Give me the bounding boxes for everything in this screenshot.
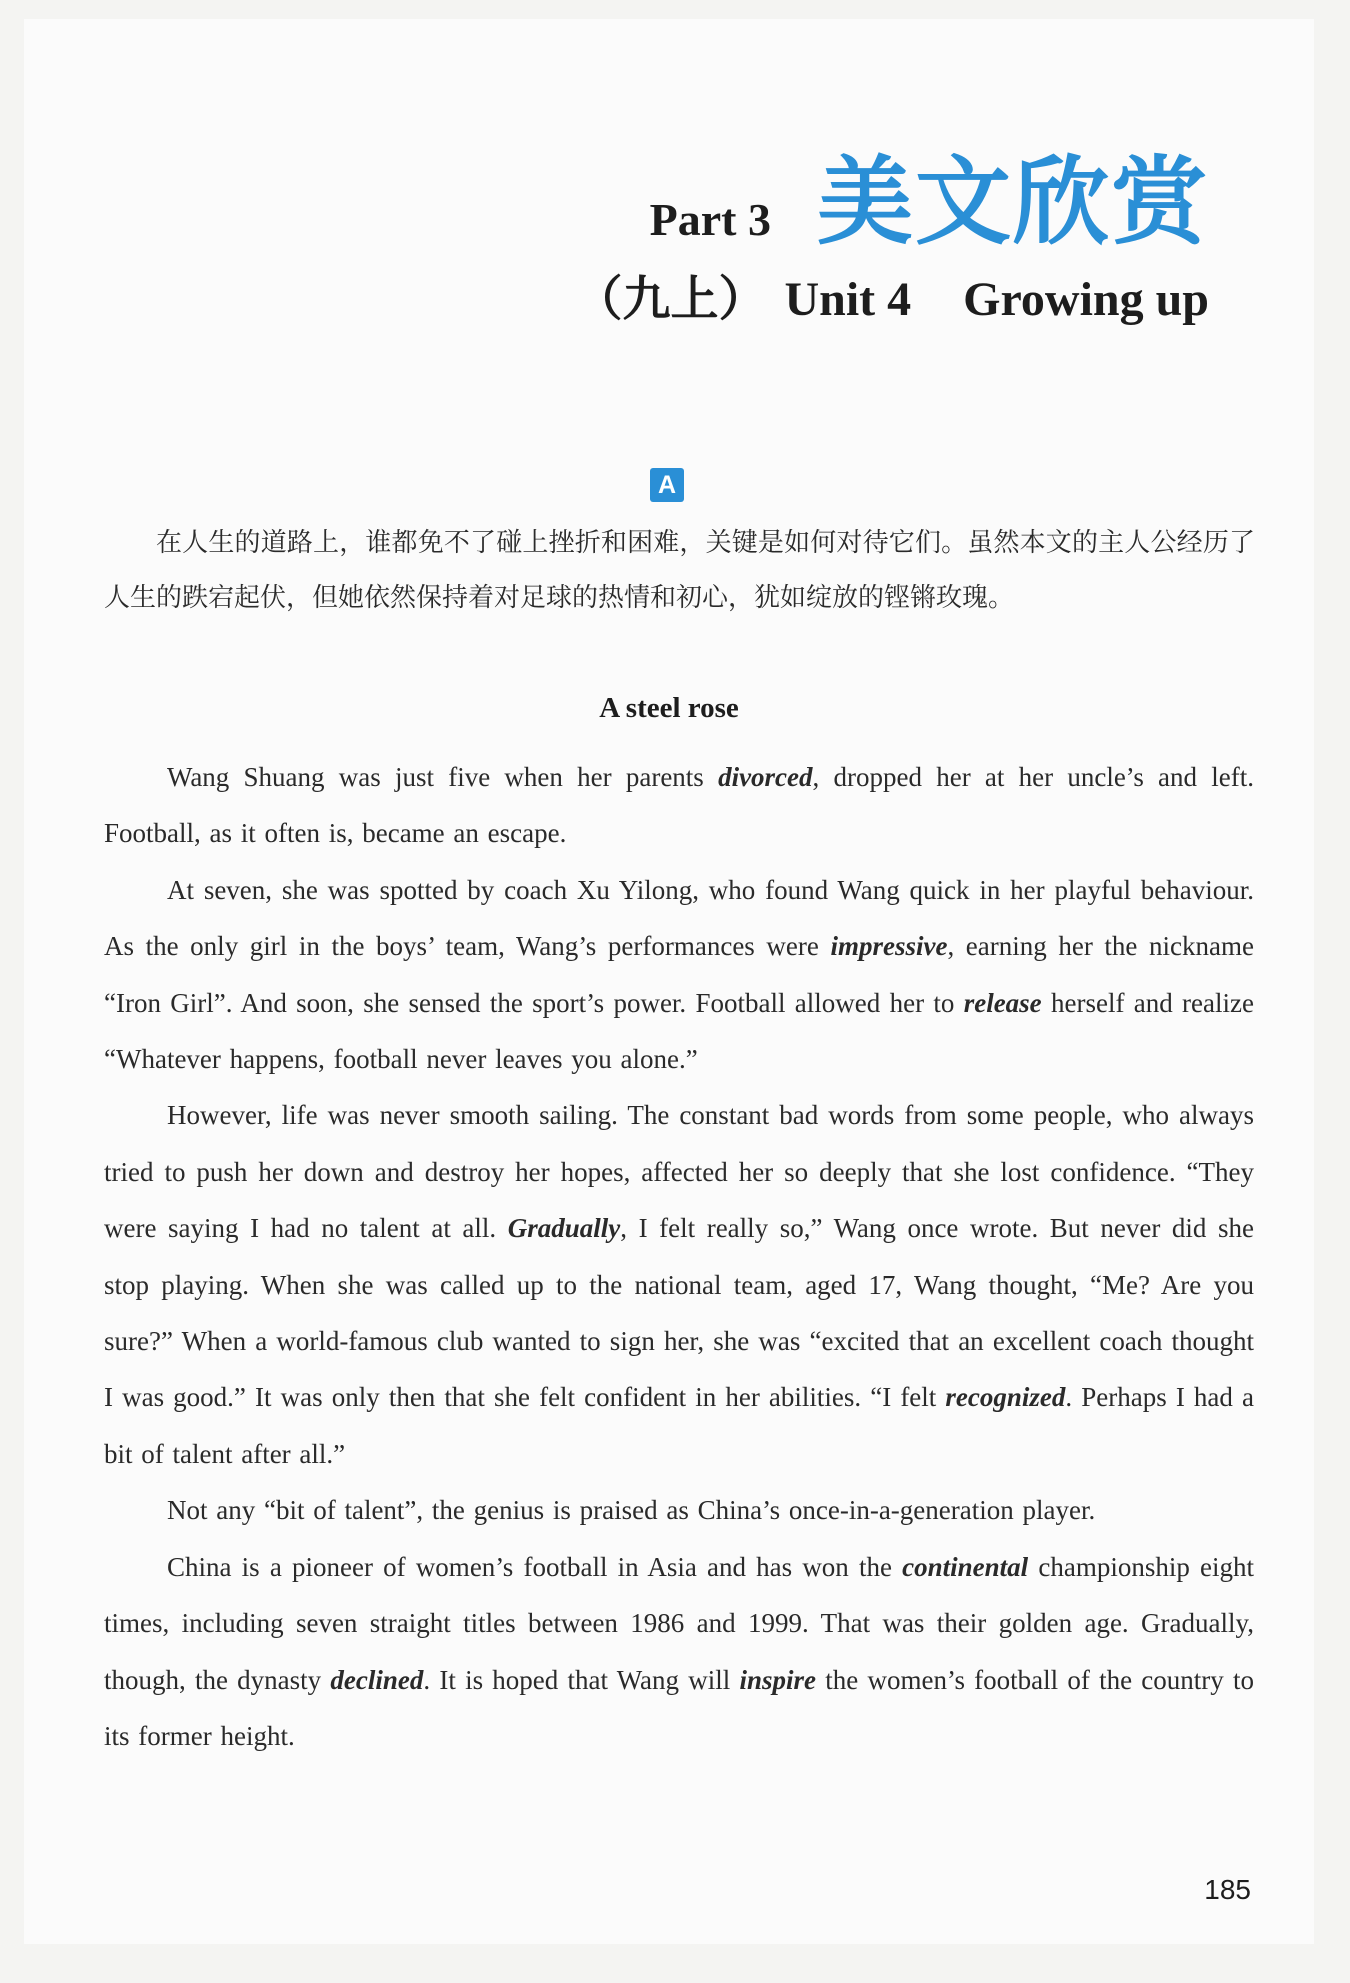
text-run: , I felt really so,” Wang once wrote. But never did she stop playing. When she was called up to the national team, aged 17, Wang thought, “Me? Are you sure?” When a world-famous club wanted to sign her, she was “excited that an excellent coach thought I was good.” It was only then that she felt confident in her abilities. “I felt xyxy=(104,1213,1254,1413)
text-run: Wang Shuang was just five when her parents xyxy=(167,762,719,792)
text-run: At seven, she was spotted by coach Xu Yilong, who found Wang quick in her playful behaviour. As the only girl in the boys’ team, Wang’s performances were xyxy=(104,874,1254,962)
keyword: declined xyxy=(330,1664,424,1695)
text-run: . Perhaps I had a bit of talent after all.” xyxy=(104,1382,1254,1469)
page-header xyxy=(574,146,1209,329)
article-paragraph xyxy=(104,749,1254,862)
text-run: , earning her the nickname “Iron Girl”. And soon, she sensed the sport’s power. Football allowed her to xyxy=(104,931,1254,1018)
book-page xyxy=(24,19,1314,1944)
unit-heading xyxy=(574,260,1209,329)
page-number: 185 xyxy=(1204,1874,1251,1905)
text-run: , dropped her at her uncle’s and left. Football, as it often is, became an escape. xyxy=(104,762,1254,849)
keyword: impressive xyxy=(830,931,948,962)
article-paragraph xyxy=(104,1539,1254,1765)
text-run: Not any “bit of talent”, the genius is praised as China’s once-in-a-generation player. xyxy=(167,1495,1096,1526)
keyword: divorced xyxy=(718,762,813,792)
part-label: Part 3 xyxy=(649,194,771,245)
article-paragraph xyxy=(104,1087,1254,1482)
text-run: the women’s football of the country to its former height. xyxy=(104,1664,1255,1751)
article-paragraph xyxy=(104,1482,1254,1538)
keyword: recognized xyxy=(945,1382,1066,1413)
part-title: 美文欣赏 xyxy=(817,146,1209,258)
grade-label: （九上） xyxy=(574,271,767,327)
article-body xyxy=(104,749,1254,1764)
section-badge: A xyxy=(650,468,684,502)
keyword: Gradually xyxy=(507,1213,621,1244)
intro-paragraph: 在人生的道路上，谁都免不了碰上挫折和困难，关键是如何对待它们。虽然本文的主人公经历了人生的跌宕起伏，但她依然保持着对足球的热情和初心，犹如绽放的铿锵玫瑰。 xyxy=(104,528,1255,613)
unit-title: Growing up xyxy=(963,273,1209,326)
keyword: inspire xyxy=(739,1664,817,1695)
article-paragraph xyxy=(104,862,1254,1088)
text-run: China is a pioneer of women’s football in Asia and has won the xyxy=(167,1551,903,1582)
keyword: continental xyxy=(902,1551,1029,1582)
keyword: release xyxy=(963,987,1042,1018)
part-heading xyxy=(574,146,1209,258)
text-run: herself and realize “Whatever happens, football never leaves you alone.” xyxy=(104,987,1254,1075)
text-run: championship eight times, including seven straight titles between 1986 and 1999. That was their golden age. Gradually, though, the dynasty xyxy=(104,1551,1255,1695)
text-run: However, life was never smooth sailing. The constant bad words from some people, who always tried to push her down and destroy her hopes, affected her so deeply that she lost confidence. “They were saying I had no talent at all. xyxy=(104,1100,1254,1244)
unit-label: Unit 4 xyxy=(784,273,912,326)
text-run: . It is hoped that Wang will xyxy=(423,1664,740,1695)
article-title: A steel rose xyxy=(599,692,739,724)
